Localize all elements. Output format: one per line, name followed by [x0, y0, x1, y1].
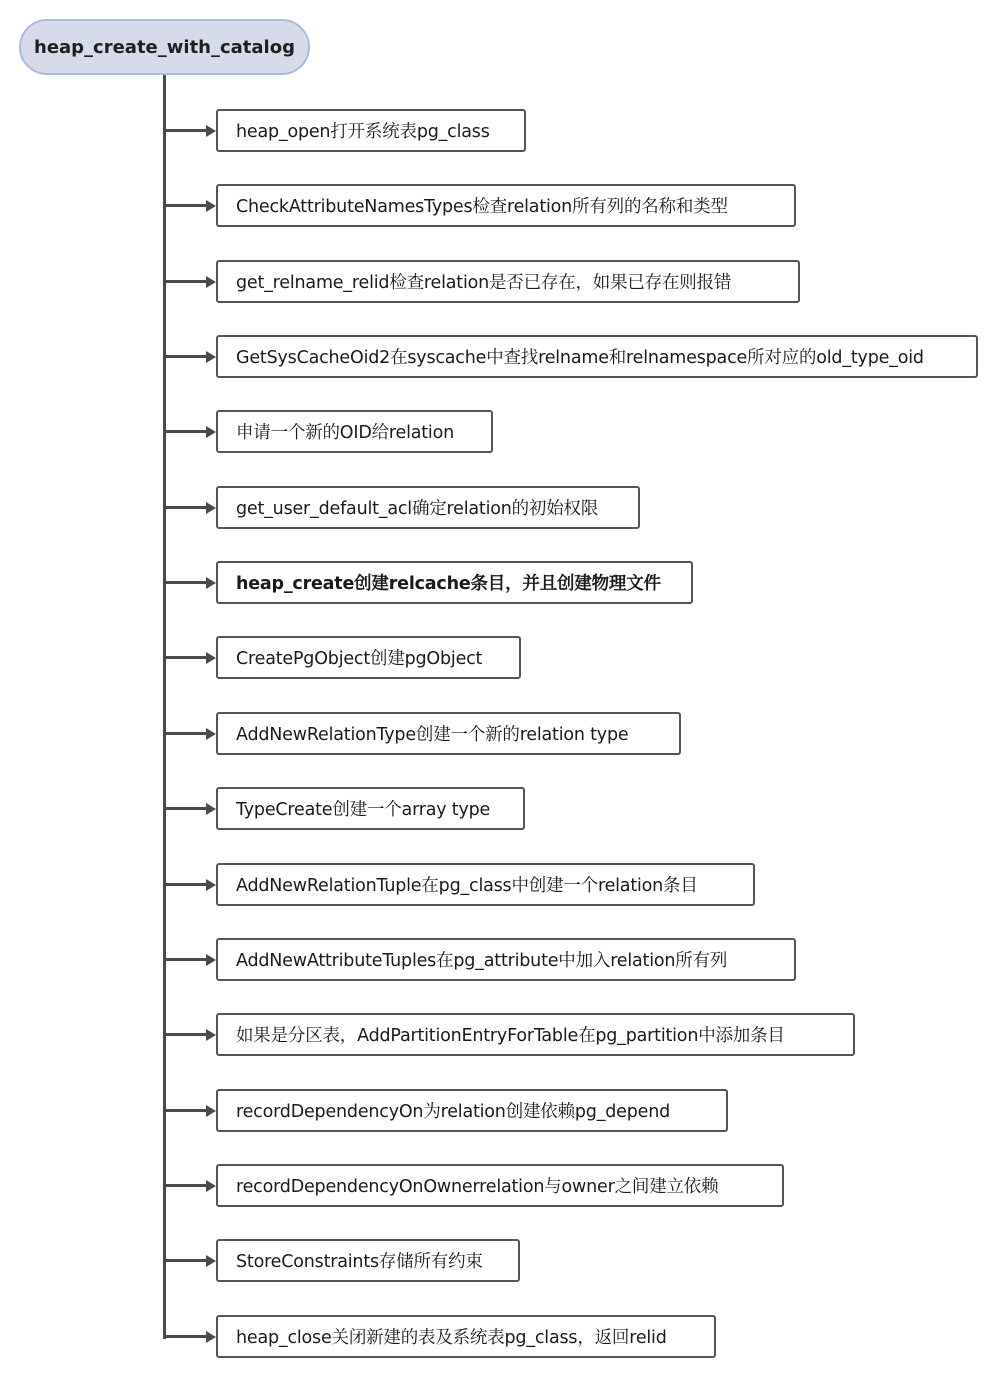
step-label: 如果是分区表，AddPartitionEntryForTable在pg_partition中添加条目: [236, 1026, 785, 1046]
step-node[interactable]: [216, 561, 693, 604]
step-node[interactable]: [216, 1089, 728, 1132]
branch-connector: [163, 807, 207, 810]
arrowhead-icon: [206, 502, 216, 514]
step-node[interactable]: [216, 486, 640, 529]
arrowhead-icon: [206, 728, 216, 740]
branch-connector: [163, 129, 207, 132]
arrowhead-icon: [206, 1255, 216, 1267]
arrowhead-icon: [206, 879, 216, 891]
arrowhead-icon: [206, 652, 216, 664]
arrowhead-icon: [206, 200, 216, 212]
branch-connector: [163, 1335, 207, 1338]
branch-connector: [163, 1259, 207, 1262]
arrowhead-icon: [206, 954, 216, 966]
arrowhead-icon: [206, 1180, 216, 1192]
arrowhead-icon: [206, 577, 216, 589]
step-label: heap_close关闭新建的表及系统表pg_class，返回relid: [236, 1328, 667, 1348]
arrowhead-icon: [206, 351, 216, 363]
step-node[interactable]: [216, 787, 525, 830]
branch-connector: [163, 1184, 207, 1187]
arrowhead-icon: [206, 803, 216, 815]
branch-connector: [163, 355, 207, 358]
arrowhead-icon: [206, 1105, 216, 1117]
step-label: GetSysCacheOid2在syscache中查找relname和relnamespace所对应的old_type_oid: [236, 348, 924, 368]
branch-connector: [163, 883, 207, 886]
step-label: heap_create创建relcache条目，并且创建物理文件: [236, 574, 661, 594]
step-node[interactable]: [216, 1315, 716, 1358]
step-node[interactable]: [216, 335, 978, 378]
trunk-connector: [163, 75, 166, 1339]
step-node[interactable]: [216, 1013, 855, 1056]
branch-connector: [163, 430, 207, 433]
step-label: AddNewRelationType创建一个新的relation type: [236, 725, 629, 745]
arrowhead-icon: [206, 276, 216, 288]
branch-connector: [163, 1109, 207, 1112]
step-label: AddNewAttributeTuples在pg_attribute中加入relation所有列: [236, 951, 728, 971]
step-node[interactable]: [216, 260, 800, 303]
root-node-label: heap_create_with_catalog: [34, 36, 295, 58]
step-label: get_relname_relid检查relation是否已存在，如果已存在则报错: [236, 273, 732, 293]
step-label: heap_open打开系统表pg_class: [236, 122, 490, 142]
branch-connector: [163, 656, 207, 659]
step-node[interactable]: [216, 863, 755, 906]
step-label: AddNewRelationTuple在pg_class中创建一个relation条目: [236, 876, 698, 896]
arrowhead-icon: [206, 125, 216, 137]
arrowhead-icon: [206, 426, 216, 438]
step-label: recordDependencyOnOwnerrelation与owner之间建立依赖: [236, 1177, 719, 1197]
branch-connector: [163, 732, 207, 735]
step-node[interactable]: [216, 636, 521, 679]
step-node[interactable]: [216, 712, 681, 755]
step-node[interactable]: [216, 938, 796, 981]
branch-connector: [163, 1033, 207, 1036]
branch-connector: [163, 280, 207, 283]
arrowhead-icon: [206, 1029, 216, 1041]
step-label: TypeCreate创建一个array type: [236, 800, 491, 820]
branch-connector: [163, 506, 207, 509]
step-node[interactable]: [216, 410, 493, 453]
step-label: CreatePgObject创建pgObject: [236, 649, 483, 669]
step-label: 申请一个新的OID给relation: [236, 423, 454, 443]
step-node[interactable]: [216, 184, 796, 227]
root-node[interactable]: [19, 19, 310, 75]
branch-connector: [163, 204, 207, 207]
step-label: get_user_default_acl确定relation的初始权限: [236, 499, 599, 519]
step-label: CheckAttributeNamesTypes检查relation所有列的名称和类型: [236, 197, 728, 217]
step-node[interactable]: [216, 1164, 784, 1207]
branch-connector: [163, 958, 207, 961]
step-label: recordDependencyOn为relation创建依赖pg_depend: [236, 1102, 671, 1122]
branch-connector: [163, 581, 207, 584]
step-node[interactable]: [216, 109, 526, 152]
step-node[interactable]: [216, 1239, 520, 1282]
arrowhead-icon: [206, 1331, 216, 1343]
step-label: StoreConstraints存储所有约束: [236, 1252, 483, 1272]
